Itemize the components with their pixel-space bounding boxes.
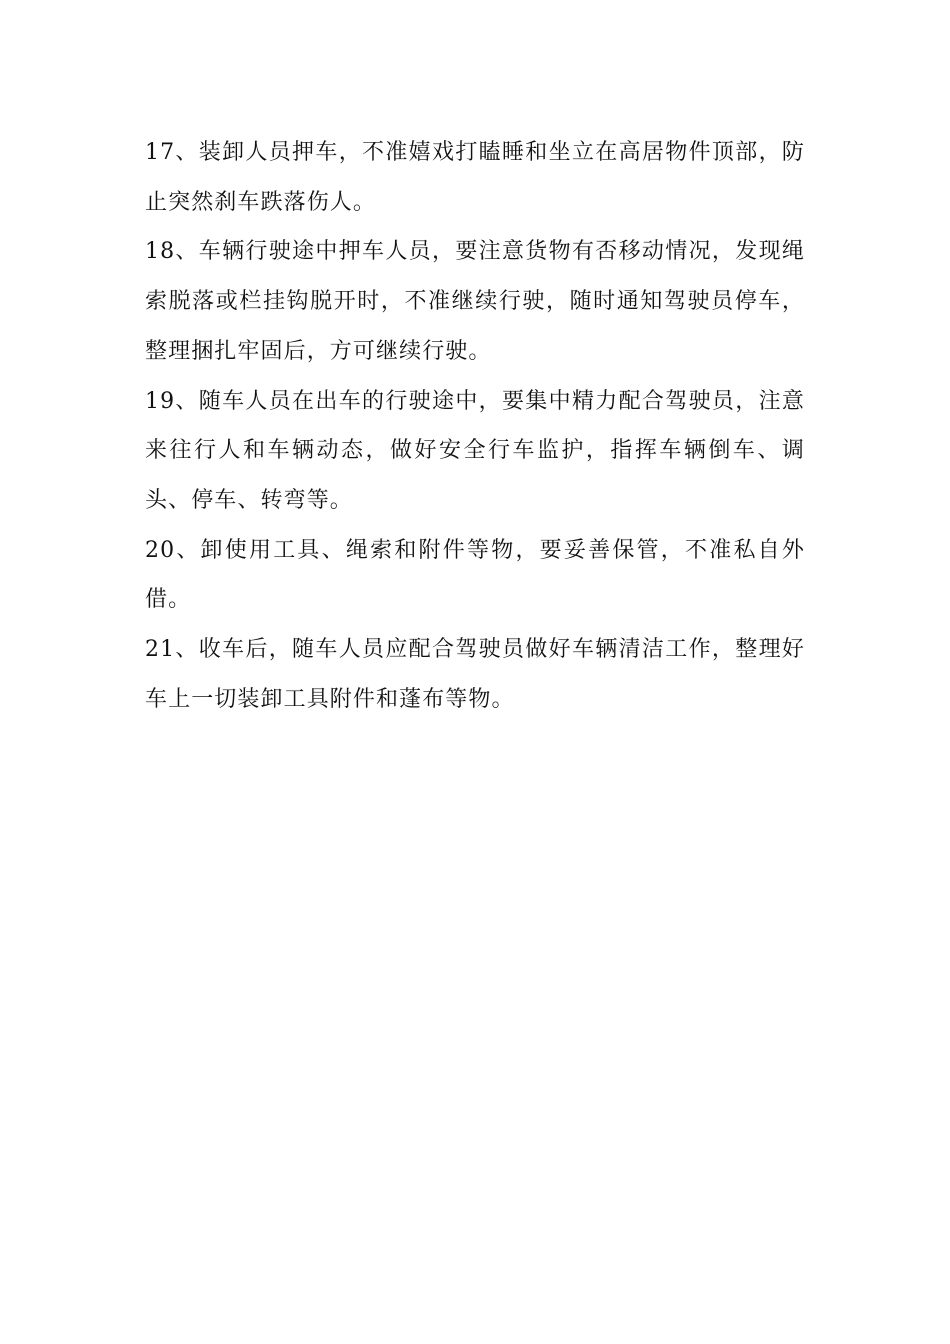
paragraph-17: 17、装卸人员押车，不准嬉戏打瞌睡和坐立在高居物件顶部，防止突然刹车跌落伤人。 — [145, 140, 805, 215]
document-body — [145, 128, 805, 724]
paragraph-21: 21、收车后，随车人员应配合驾驶员做好车辆清洁工作，整理好车上一切装卸工具附件和蓬布等物。 — [145, 637, 805, 712]
paragraph-18: 18、车辆行驶途中押车人员，要注意货物有否移动情况，发现绳索脱落或栏挂钩脱开时，不准继续行驶，随时通知驾驶员停车，整理捆扎牢固后，方可继续行驶。 — [145, 239, 805, 364]
paragraph-19: 19、随车人员在出车的行驶途中，要集中精力配合驾驶员，注意来往行人和车辆动态，做好安全行车监护，指挥车辆倒车、调头、停车、转弯等。 — [145, 388, 805, 513]
paragraph-20: 20、卸使用工具、绳索和附件等物，要妥善保管，不准私自外借。 — [145, 537, 805, 613]
